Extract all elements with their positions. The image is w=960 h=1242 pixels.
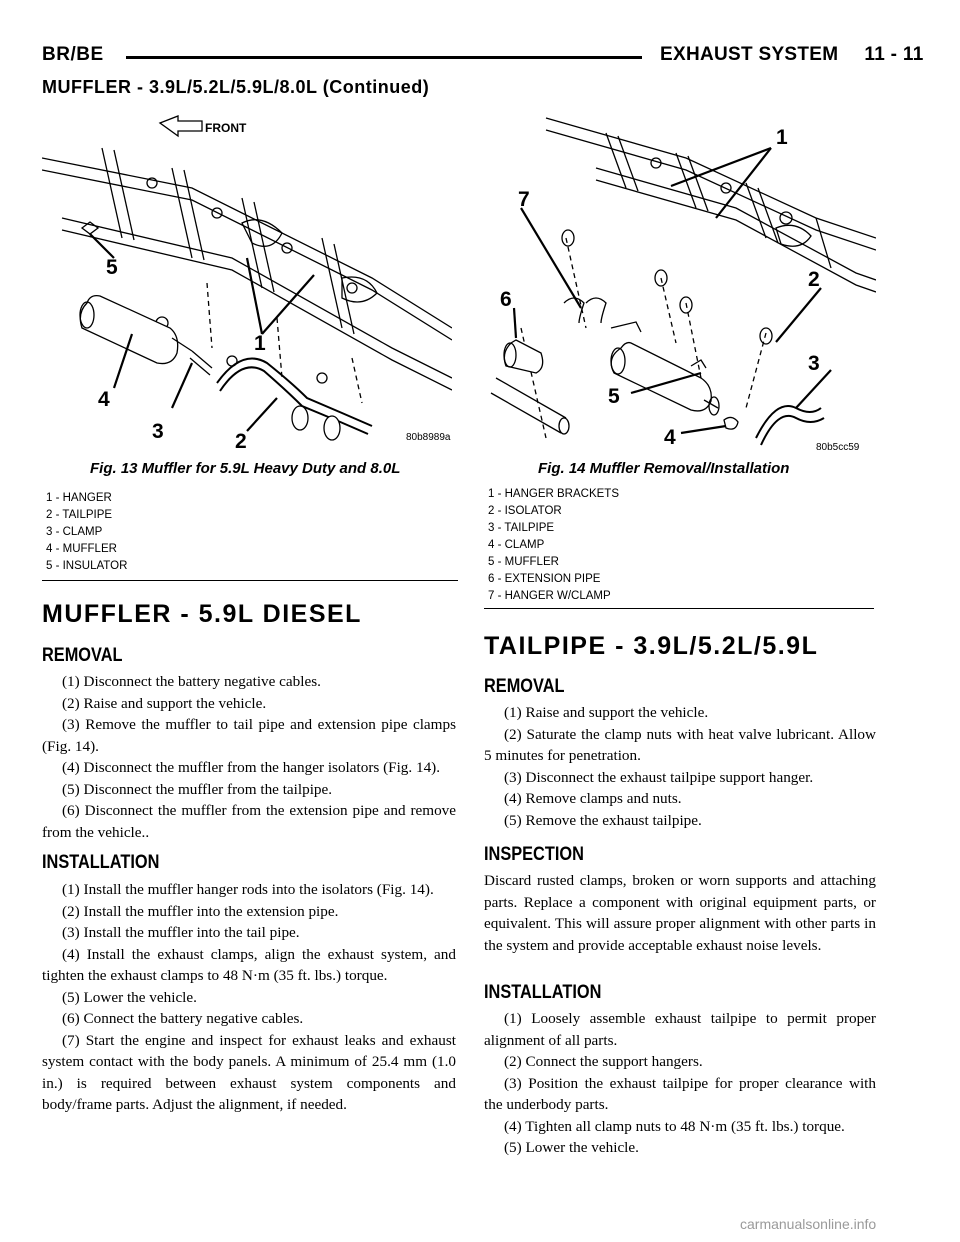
fig14-legend-item: 2 - ISOLATOR (488, 505, 562, 517)
step: (2) Raise and support the vehicle. (62, 694, 267, 712)
step: (5) Disconnect the muffler from the tailpipe. (62, 780, 333, 798)
header-model: BR/BE (42, 44, 104, 65)
subsection-title-removal: REMOVAL (484, 676, 565, 697)
fig14-callout-4: 4 (664, 426, 676, 449)
header-section: EXHAUST SYSTEM (660, 44, 839, 65)
fig14-legend-item: 3 - TAILPIPE (488, 522, 555, 534)
step: (3) Remove the muffler to tail pipe and extension pipe clamps (Fig. 14). (42, 716, 456, 755)
fig14-legend (488, 486, 619, 605)
header-page: 11 - 11 (864, 44, 924, 65)
step: (4) Tighten all clamp nuts to 48 N·m (35 ft. lbs.) torque. (504, 1117, 845, 1135)
step: (1) Raise and support the vehicle. (504, 704, 709, 721)
fig14-callout-1: 1 (776, 126, 788, 149)
subsection-title-installation: INSTALLATION (42, 852, 160, 873)
fig14-callout-7: 7 (518, 188, 530, 211)
step: (2) Install the muffler into the extension pipe. (62, 902, 339, 920)
tailpipe-installation-steps (484, 1008, 876, 1159)
header-rule (126, 56, 642, 59)
fig13-callout-2: 2 (235, 430, 247, 453)
step: (2) Connect the support hangers. (504, 1053, 703, 1070)
fig13-legend-item: 1 - HANGER (46, 492, 112, 504)
tailpipe-removal-steps (484, 702, 876, 831)
fig13-code: 80b8989a (406, 432, 451, 443)
step: (3) Disconnect the exhaust tailpipe support hanger. (504, 768, 814, 786)
fig13-legend-item: 5 - INSULATOR (46, 560, 128, 572)
fig13-callout-4: 4 (98, 388, 110, 411)
fig13-legend-rule (42, 580, 458, 581)
section-title-tailpipe: TAILPIPE - 3.9L/5.2L/5.9L (484, 632, 819, 660)
step: (4) Install the exhaust clamps, align the exhaust system, and tighten the exhaust clamps to 48 N·m (35 ft. lbs.) torque. (42, 945, 456, 984)
fig14-callout-6: 6 (500, 288, 512, 311)
subsection-title-installation: INSTALLATION (484, 982, 602, 1003)
step: (6) Disconnect the muffler from the extension pipe and remove from the vehicle.. (42, 802, 456, 841)
fig14-callout-5: 5 (608, 385, 620, 408)
step: (1) Disconnect the battery negative cables. (62, 673, 321, 690)
fig14-legend-item: 5 - MUFFLER (488, 556, 559, 568)
fig14-legend-item: 1 - HANGER BRACKETS (488, 488, 619, 500)
step: (4) Disconnect the muffler from the hanger isolators (Fig. 14). (62, 759, 441, 776)
fig13-caption: Fig. 13 Muffler for 5.9L Heavy Duty and 8.0L (90, 460, 401, 477)
step: (2) Saturate the clamp nuts with heat valve lubricant. Allow 5 minutes for penetration. (484, 725, 876, 764)
fig14-legend-item: 7 - HANGER W/CLAMP (488, 590, 611, 602)
fig13-legend-item: 3 - CLAMP (46, 526, 103, 538)
fig14-callout-2: 2 (808, 268, 820, 291)
step: (4) Remove clamps and nuts. (504, 790, 682, 807)
fig14-caption: Fig. 14 Muffler Removal/Installation (538, 460, 790, 477)
fig14-legend-rule (484, 608, 874, 609)
fig13-legend-item: 2 - TAILPIPE (46, 509, 113, 521)
fig13-legend-item: 4 - MUFFLER (46, 543, 117, 555)
fig13-callout-1: 1 (254, 332, 266, 355)
step: (7) Start the engine and inspect for exhaust leaks and exhaust system contact with the body panels. A minimum of 25.4 mm (1.0 in.) is required between exhaust system components and body/frame parts. Adjust the alignment, if needed. (42, 1031, 456, 1113)
fig14-code: 80b5cc59 (816, 442, 860, 453)
muffler-installation-steps (42, 879, 456, 1116)
subsection-title-inspection: INSPECTION (484, 844, 584, 865)
fig14-legend-item: 4 - CLAMP (488, 539, 545, 551)
step: (5) Lower the vehicle. (62, 988, 197, 1006)
fig13-legend (46, 490, 127, 575)
step: (3) Position the exhaust tailpipe for proper clearance with the underbody parts. (484, 1074, 876, 1113)
fig13-illustration (42, 108, 452, 460)
section-title-muffler-diesel: MUFFLER - 5.9L DIESEL (42, 600, 362, 628)
watermark[interactable]: carmanualsonline.info (740, 1216, 877, 1232)
step: (5) Lower the vehicle. (504, 1139, 639, 1156)
fig13-callout-3: 3 (152, 420, 164, 443)
tailpipe-inspection-text (484, 870, 876, 956)
muffler-removal-steps (42, 671, 456, 843)
fig14-illustration (486, 108, 876, 460)
fig14-legend-item: 6 - EXTENSION PIPE (488, 573, 601, 585)
step: (1) Install the muffler hanger rods into the isolators (Fig. 14). (62, 881, 434, 898)
step: (6) Connect the battery negative cables. (62, 1010, 304, 1027)
step: (5) Remove the exhaust tailpipe. (504, 811, 702, 829)
step: (1) Loosely assemble exhaust tailpipe to permit proper alignment of all parts. (484, 1010, 876, 1049)
header-right (660, 44, 924, 66)
subsection-title-removal: REMOVAL (42, 645, 123, 666)
step: (3) Install the muffler into the tail pipe. (62, 924, 300, 941)
fig13-front-label: FRONT (205, 121, 247, 135)
fig13-callout-5: 5 (106, 256, 118, 279)
inspection-paragraph: Discard rusted clamps, broken or worn supports and attaching parts. Replace a component with original equipment parts, or equivalent. This will assure proper alignment with other parts in the system and provide acceptable exhaust noise levels. (484, 872, 876, 954)
continued-title: MUFFLER - 3.9L/5.2L/5.9L/8.0L (Continued) (42, 77, 430, 97)
fig14-callout-3: 3 (808, 352, 820, 375)
